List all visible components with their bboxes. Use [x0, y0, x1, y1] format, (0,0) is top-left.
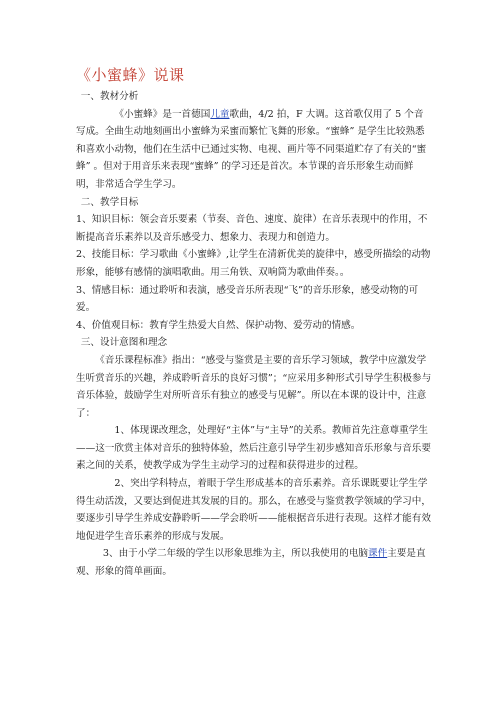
goal-knowledge: 1、知识目标：领会音乐要素（节奏、音色、速度、旋律）在音乐表现中的作用，不断提高音乐素养以及音乐感受力、想象力、表现力和创造力。 — [76, 214, 428, 243]
section-heading-goals: 二、教学目标 — [80, 196, 139, 208]
link-courseware[interactable]: 课件 — [368, 548, 388, 560]
paragraph-standard: 《音乐课程标准》指出：“感受与鉴赏是主要的音乐学习领域，教学中应激发学生听赏音乐的兴趣，养成聆听音乐的良好习惯”；“应采用多种形式引导学生积极参与音乐体验，鼓励学生对所听音乐有独立的感受与见解”。所以在本课的设计中，注意了： — [76, 354, 432, 419]
goal-skill: 2、技能目标：学习歌曲《小蜜蜂》,让学生在清新优美的旋律中，感受所描绘的动物形象，能够有感情的演唱歌曲。用三角铁、双响筒为歌曲伴奏。。 — [76, 249, 431, 278]
text-run: 3、由于小学二年级的学生以形象思维为主，所以我使用的电脑 — [102, 548, 369, 560]
section-heading-design: 三、设计意图和理念 — [80, 337, 168, 349]
text-run: 主要是直观、形象的简单画面。 — [76, 548, 426, 578]
goal-emotion: 3、情感目标：通过聆听和表演，感受音乐所表现“飞”的音乐形象，感受动物的可爱。 — [76, 284, 419, 314]
document-title: 《小蜜蜂》说课 — [76, 66, 185, 84]
document-body — [76, 88, 432, 581]
item-subject: 2、突出学科特点，着眼于学生形成基本的音乐素养。音乐课既要让学生学得生动活泼，又要达到促进其发展的目的。那么，在感受与鉴赏教学领域的学习中，要逐步引导学生养成安静聆听——学会聆听——能根据音乐进行表现。这样才能有效地促进学生音乐素养的形成与发展。 — [76, 478, 431, 542]
section-heading-analysis: 一、教材分析 — [80, 91, 139, 102]
item-courseware — [76, 545, 432, 580]
text-run: 歌曲，4/2 拍，F 大调。这首歌仅用了 5 个音写成。全曲生动地刻画出小蜜蜂为采蜜而繁忙飞舞的形象。“蜜蜂” 是学生比较熟悉和喜欢小动物，他们在生活中已通过实物、电视、画片等不同渠道贮存了有关的“蜜蜂” 。但对于用音乐来表现“蜜蜂” 的学习还是首次。本节课的音乐形象生动而鲜明，非常适合学生学习。 — [76, 108, 427, 190]
text-run: 《小蜜蜂》是一首德国 — [114, 108, 211, 120]
paragraph-material-analysis — [76, 106, 432, 194]
goal-values: 4、价值观目标：教育学生热爱大自然、保护动物、爱劳动的情感。 — [76, 319, 361, 331]
link-children[interactable]: 儿童 — [210, 108, 230, 120]
item-concept: 1、体现课改理念，处理好“主体”与“主导”的关系。教师首先注意尊重学生——这一欣赏主体对音乐的独特体验，然后注意引导学生初步感知音乐形象与音乐要素之间的关系，使教学成为学生主动学习的过程和获得进步的过程。 — [76, 425, 431, 472]
